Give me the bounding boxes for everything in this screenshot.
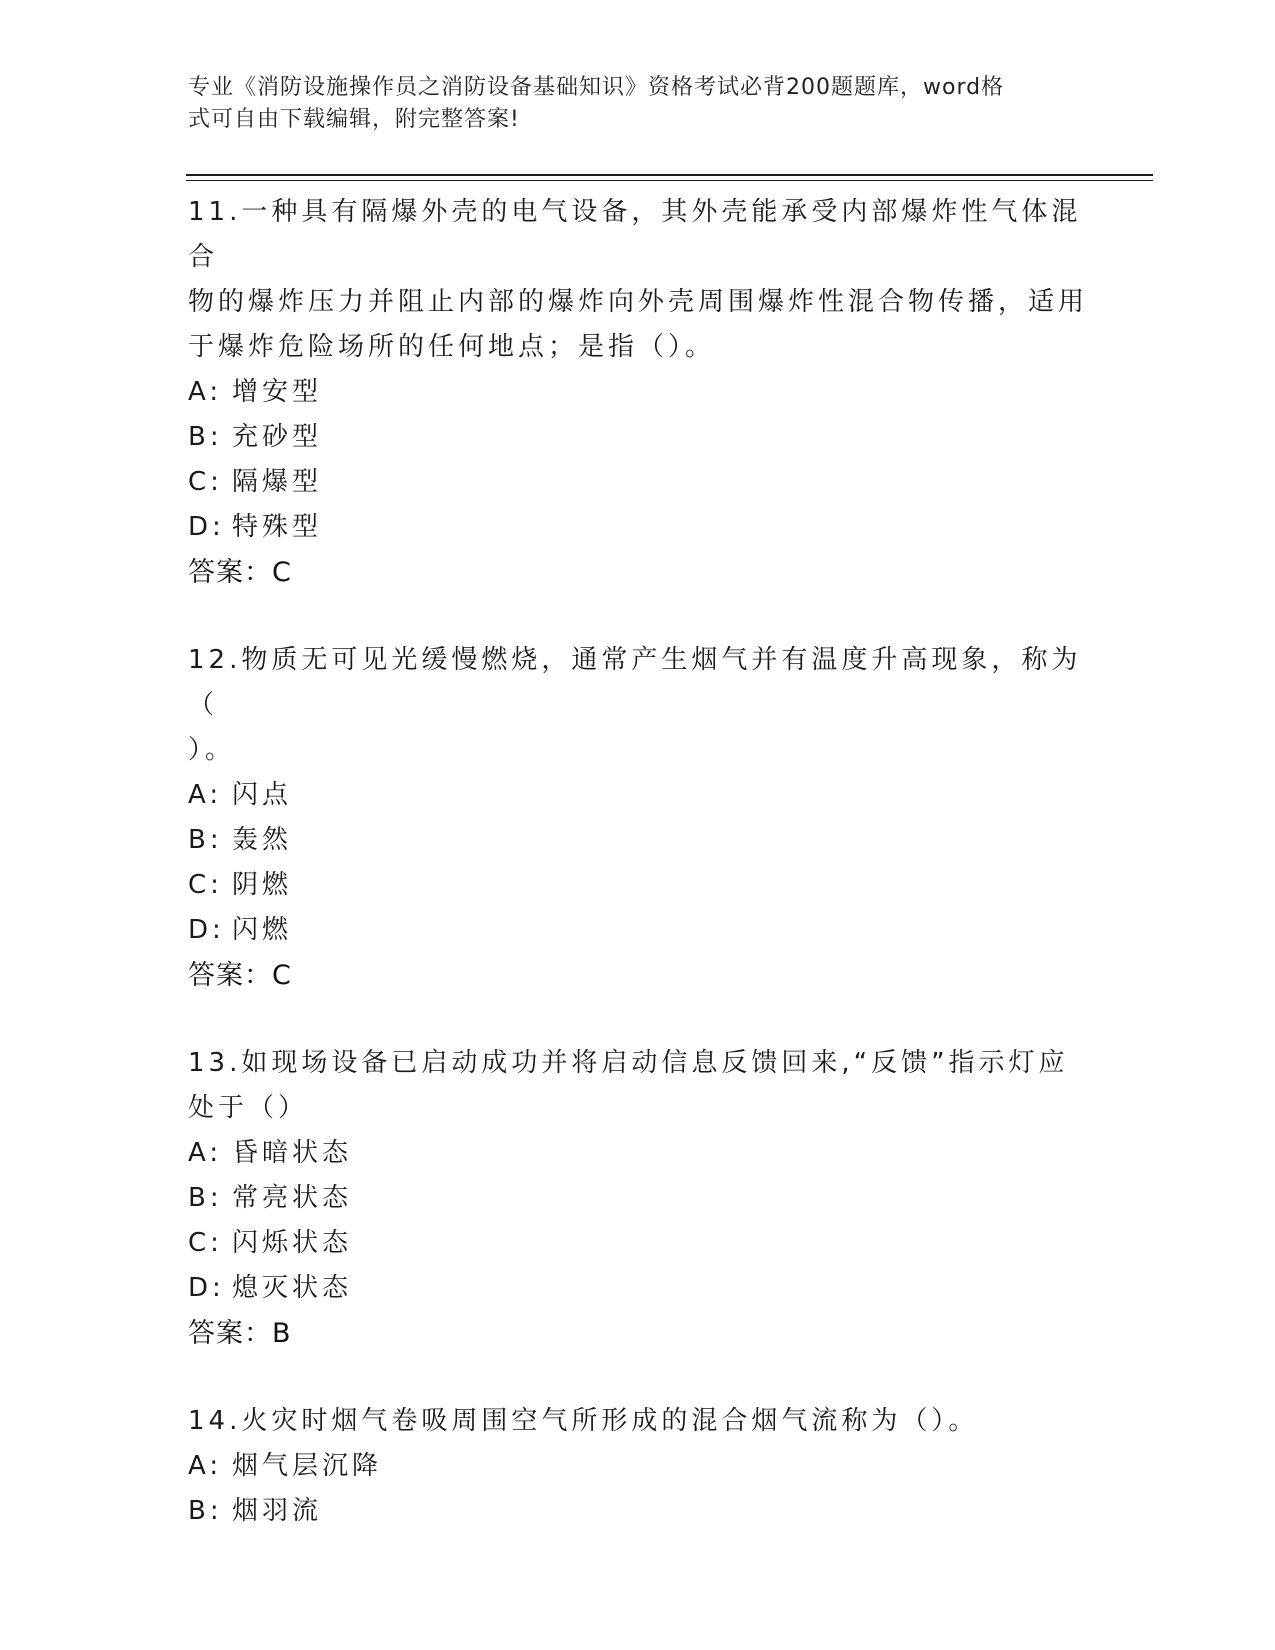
option-text: 昏暗状态: [232, 1138, 353, 1168]
option-text: 常亮状态: [232, 1183, 353, 1213]
option-b: [188, 818, 1088, 863]
stem-line: 12.物质无可见光缓慢燃烧，通常产生烟气并有温度升高现象，称为（: [188, 645, 1082, 720]
header-divider-thick: [186, 174, 1153, 176]
option-d: [188, 908, 1088, 953]
option-key: D:: [188, 1273, 225, 1303]
option-c: [188, 460, 1088, 505]
stem-line: 11.一种具有隔爆外壳的电气设备，其外壳能承受内部爆炸性气体混合: [188, 197, 1082, 272]
answer-line: 答案：C: [188, 557, 292, 588]
stem-line: 于爆炸危险场所的任何地点；是指（）。: [188, 332, 716, 362]
stem-line: 物的爆炸压力并阻止内部的爆炸向外壳周围爆炸性混合物传播，适用: [188, 287, 1089, 317]
option-a: [188, 1444, 1088, 1489]
option-text: 烟气层沉降: [232, 1451, 383, 1481]
option-key: C:: [188, 467, 223, 497]
question-stem: [188, 1399, 1088, 1444]
option-key: A:: [188, 1138, 223, 1168]
option-text: 轰然: [232, 825, 293, 855]
option-text: 充砂型: [232, 422, 323, 452]
option-text: 阴燃: [232, 870, 293, 900]
stem-line: 14.火灾时烟气卷吸周围空气所形成的混合烟气流称为（）。: [188, 1406, 979, 1436]
option-key: C:: [188, 870, 223, 900]
question-stem: [188, 190, 1088, 370]
header-line-2: 式可自由下载编辑，附完整答案!: [188, 107, 520, 132]
option-key: B:: [188, 1496, 223, 1526]
option-text: 闪燃: [232, 915, 293, 945]
question-12: [188, 638, 1088, 999]
option-b: [188, 415, 1088, 460]
option-text: 闪点: [232, 780, 293, 810]
option-key: A:: [188, 1451, 223, 1481]
option-key: C:: [188, 1228, 223, 1258]
option-b: [188, 1489, 1088, 1534]
option-b: [188, 1176, 1088, 1221]
option-text: 特殊型: [232, 512, 323, 542]
option-key: B:: [188, 825, 223, 855]
option-d: [188, 505, 1088, 550]
option-c: [188, 863, 1088, 908]
option-a: [188, 370, 1088, 415]
option-d: [188, 1266, 1088, 1311]
option-key: D:: [188, 512, 225, 542]
option-key: B:: [188, 1183, 223, 1213]
option-text: 熄灭状态: [232, 1273, 353, 1303]
question-stem: [188, 1041, 1088, 1131]
option-text: 烟羽流: [232, 1496, 323, 1526]
option-text: 闪烁状态: [232, 1228, 353, 1258]
question-11: [188, 190, 1088, 596]
stem-line: 13.如现场设备已启动成功并将启动信息反馈回来,“反馈”指示灯应: [188, 1048, 1069, 1078]
stem-line: 处于（）: [188, 1093, 309, 1123]
answer-line: 答案：C: [188, 960, 292, 991]
question-13: [188, 1041, 1088, 1357]
option-c: [188, 1221, 1088, 1266]
option-a: [188, 773, 1088, 818]
question-stem: [188, 638, 1088, 773]
header-divider-thin: [186, 180, 1153, 181]
option-a: [188, 1131, 1088, 1176]
option-key: D:: [188, 915, 225, 945]
question-14: [188, 1399, 1088, 1534]
option-text: 隔爆型: [232, 467, 323, 497]
answer-line: 答案：B: [188, 1318, 292, 1349]
option-key: A:: [188, 377, 223, 407]
option-text: 增安型: [232, 377, 323, 407]
question-list: [188, 190, 1088, 1576]
option-key: B:: [188, 422, 223, 452]
header-line-1: 专业《消防设施操作员之消防设备基础知识》资格考试必背200题题库，word格: [188, 75, 1005, 100]
document-header: [188, 72, 1068, 136]
option-key: A:: [188, 780, 223, 810]
stem-line: ）。: [188, 735, 236, 765]
